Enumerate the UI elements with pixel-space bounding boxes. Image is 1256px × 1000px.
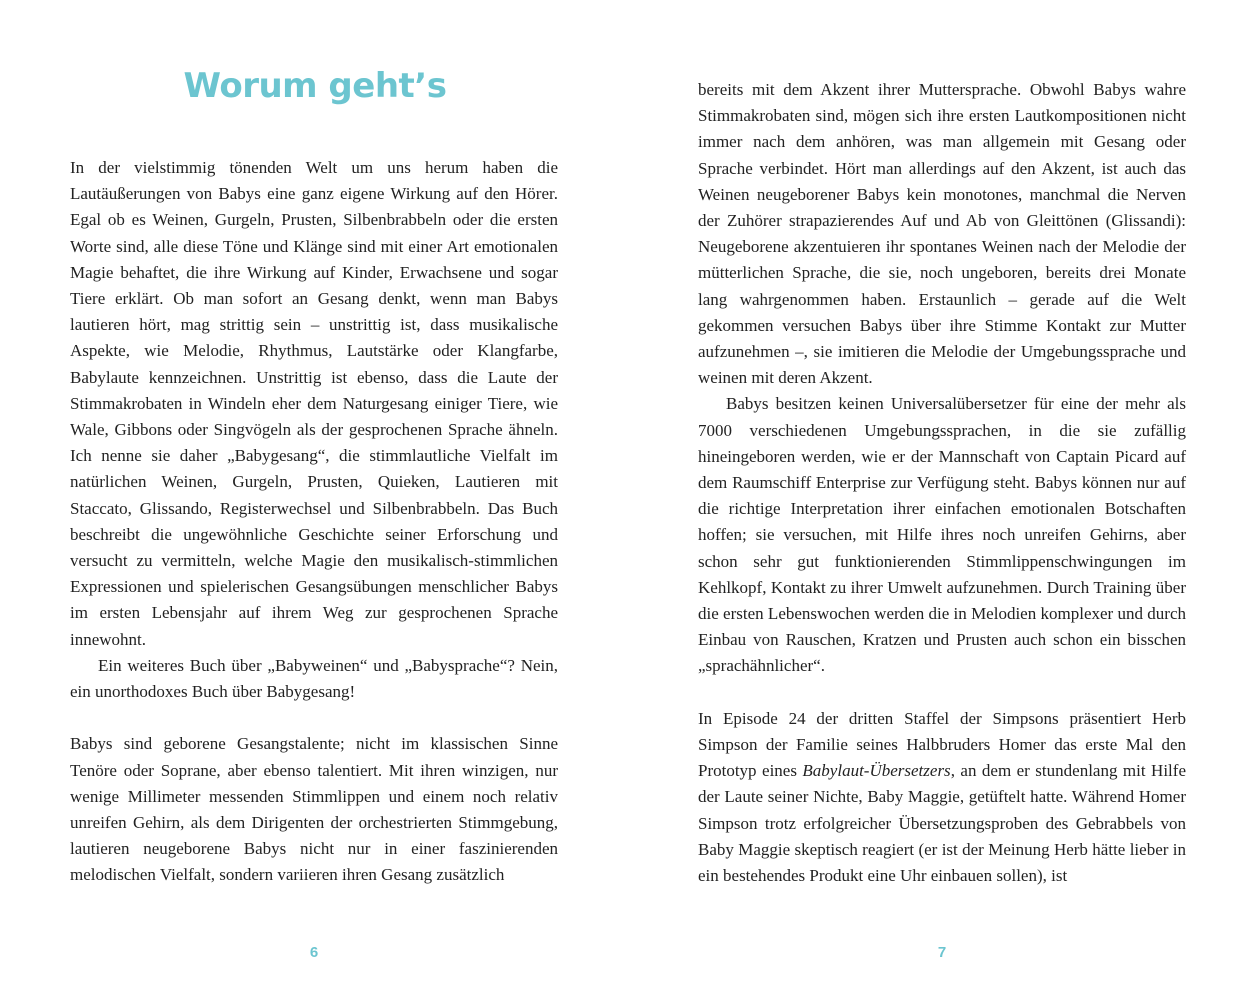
paragraph: Babys besitzen keinen Universalübersetzer für eine der mehr als 7000 verschiedenen Umgebungssprachen, in die sie zufällig hineingeboren werden, wie er der Mannschaft von Captain Picard auf dem Raumschiff Enterprise zur Verfügung steht. Babys können nur auf die richtige Interpretation ihrer einfachen emotionalen Botschaften hoffen; sie versuchen, mit Hilfe ihres noch unreifen Gehirns, aber schon sehr gut funktionierenden Stimmlippenschwingungen im Kehlkopf, Kontakt zu ihrer Umwelt aufzunehmen. Durch Training über die ersten Lebenswochen werden die in Melodien komplexer und durch Einbau von Rauschen, Kratzen und Prusten auch schon ein bisschen „sprachähnlicher“. (698, 394, 1186, 676)
paragraph: In der vielstimmig tönenden Welt um uns herum haben die Lautäußerungen von Babys eine ganz eigene Wirkung auf den Hörer. Egal ob es Weinen, Gurgeln, Prusten, Silbenbrabbeln oder die ersten Worte sind, alle diese Töne und Klänge sind mit einer Art emotionalen Magie behaftet, die ihre Wirkung auf Kinder, Erwachsene und sogar Tiere erklärt. Ob man sofort an Gesang denkt, wenn man Babys lautieren hört, mag strittig sein – unstrittig ist, dass musikalische Aspekte, wie Melodie, Rhythmus, Lautstärke oder Klangfarbe, Babylaute kennzeichnen. Unstrittig ist ebenso, dass die Laute der Stimmakrobaten in Windeln eher dem Naturgesang einiger Tiere, wie Wale, Gibbons oder Singvögeln als der gesprochenen Sprache ähneln. Ich nenne sie daher „Babygesang“, die stimmlautliche Vielfalt im natürlichen Weinen, Gurgeln, Prusten, Quieken, Lautieren mit Staccato, Glissando, Registerwechsel und Silbenbrabbeln. Das Buch beschreibt die ungewöhnliche Geschichte seiner Erforschung und versucht zu vermitteln, welche Magie den musikalisch-stimmlichen Expressionen und spielerischen Gesangsübungen menschlicher Babys im ersten Lebensjahr auf ihrem Weg zur gesprochenen Sprache innewohnt. (70, 158, 558, 649)
paragraph: Ein weiteres Buch über „Babyweinen“ und „Babysprache“? Nein, ein unorthodoxes Buch über Babygesang! (70, 655, 558, 702)
chapter-title: Worum geht’s (183, 66, 447, 106)
paragraph: Babys sind geborene Gesangstalente; nicht im klassischen Sinne Tenöre oder Soprane, aber ebenso talentiert. Mit ihren winzigen, nur wenige Millimeter messenden Stimmlippen und einem noch relativ unreifen Gehirn, als dem Dirigenten der orchestrierten Stimmgebung, lautieren neugeborene Babys nicht nur in einer faszinierenden melodischen Vielfalt, sondern variieren ihren Gesang zusätzlich (70, 734, 558, 885)
paragraph: bereits mit dem Akzent ihrer Muttersprache. Obwohl Babys wahre Stimmakrobaten sind, mögen sich ihre ersten Lautkompositionen nicht immer nach dem anhören, was man allgemein mit Gesang oder Sprache verbindet. Hört man allerdings auf den Akzent, ist auch das Weinen neugeborener Babys kein monotones, manchmal die Nerven der Zuhörer strapazierendes Auf und Ab von Gleittönen (Glissandi): Neugeborene akzentuieren ihr spontanes Weinen nach der Melodie der mütterlichen Sprache, die sie, noch ungeboren, bereits drei Monate lang wahrgenommen haben. Erstaunlich – gerade auf die Welt gekommen versuchen Babys über ihre Stimme Kontakt zur Mutter aufzunehmen –, sie imitieren die Melodie der Umgebungssprache und weinen mit deren Akzent. (698, 80, 1186, 388)
left-body-text (70, 155, 558, 889)
page-number: 7 (937, 944, 947, 961)
page-number: 6 (309, 944, 319, 961)
paragraph-text: In Episode 24 der dritten Staffel der Simpsons präsentiert Herb Simpson der Familie seines Halbbruders Homer das erste Mal den Prototyp eines (698, 708, 1186, 781)
paragraph (698, 706, 1186, 889)
italic-term: Babylaut-Übersetzers (802, 761, 951, 781)
paragraph-text: , an dem er stundenlang mit Hilfe der Laute seiner Nichte, Baby Maggie, getüftelt hatte. Während Homer Simpson trotz erfolgreicher Übersetzungsproben des Gebrabbels von Baby Maggie skeptisch reagiert (er ist der Meinung Herb hätte lieber in ein bestehendes Produkt eine Uhr einbauen sollen), ist (698, 761, 1186, 886)
right-page (628, 0, 1256, 1000)
right-body-text (698, 77, 1186, 889)
